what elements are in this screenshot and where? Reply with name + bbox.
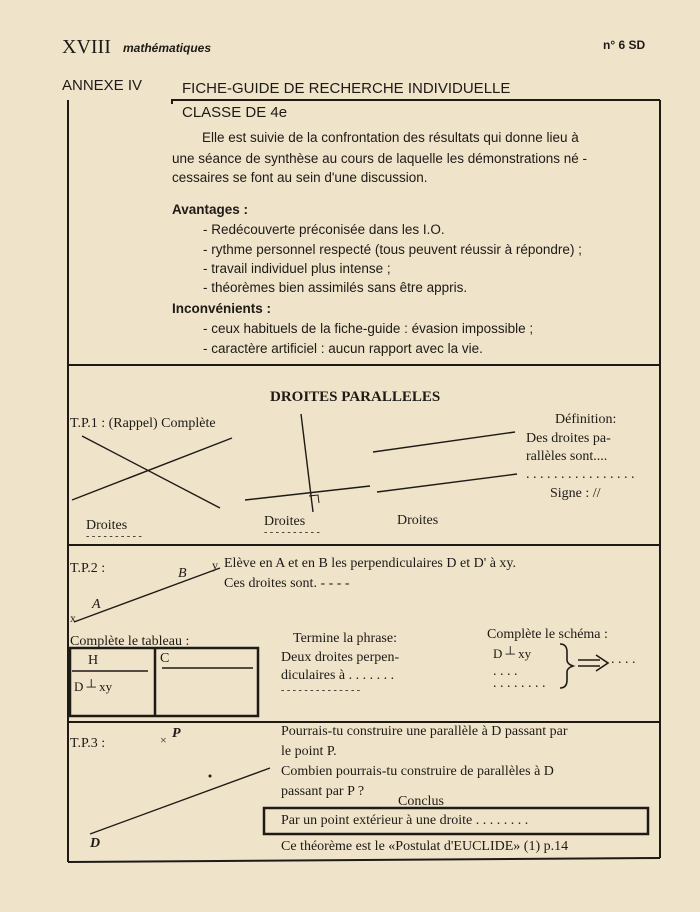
tp2-point-a: A (92, 597, 101, 612)
tp2-point-x: x (70, 611, 76, 625)
definition-label: Définition: (555, 412, 617, 427)
tp2-instruction-line-1: Elève en A et en B les perpendiculaires D et D' à xy. (224, 556, 517, 571)
tp1-caption-1: Droites (86, 518, 128, 533)
definition-blank: . . . . . . . . . . . . . . . . (526, 467, 635, 482)
annex-label: ANNEXE IV (62, 77, 143, 94)
tp1-perpendicular-lines (245, 414, 370, 512)
table-col-c: C (160, 651, 170, 666)
tp1-blank-1: - - - - - - - - - - (86, 531, 142, 542)
tp3-question-line-4: passant par P ? (281, 784, 365, 799)
conclude-label: Conclus (398, 794, 444, 809)
tp1-intersecting-lines (72, 436, 232, 508)
sentence-line-1: Deux droites perpen- (281, 650, 400, 665)
definition-line-2: rallèles sont.... (526, 449, 608, 464)
fiche-title-line1: FICHE-GUIDE DE RECHERCHE INDIVIDUELLE (182, 80, 511, 97)
page-number: XVIII (62, 36, 111, 58)
tp2-label: T.P.2 : (70, 561, 106, 576)
tp3-point-p: P (172, 726, 181, 741)
tp1-caption-2: Droites (264, 514, 306, 529)
conclusion-text: Par un point extérieur à une droite . . . . . . . . (281, 813, 529, 828)
disadvantage-item: - ceux habituels de la fiche-guide : évasion impossible ; (203, 321, 534, 336)
tp2-point-b: B (178, 566, 187, 581)
disadvantage-item: - caractère artificiel : aucun rapport avec la vie. (203, 341, 483, 356)
tp3-line-d (90, 768, 270, 834)
issue-number: n° 6 SD (603, 38, 646, 52)
scheme-result: . . . . (611, 652, 636, 667)
tp1-parallel-lines (373, 432, 517, 492)
scheme-arrow (560, 644, 608, 688)
tp1-caption-3: Droites (397, 513, 439, 528)
advantage-item: - théorèmes bien assimilés sans être appris. (203, 280, 468, 295)
fiche-title-line2: CLASSE DE 4e (182, 104, 288, 121)
tp2-point-y: y (212, 558, 218, 572)
tp1-blank-2: - - - - - - - - - - (264, 527, 320, 538)
intro-line-1: Elle est suivie de la confrontation des résultats qui donne lieu à (202, 130, 579, 145)
sentence-line-2: diculaires à . . . . . . . (281, 668, 395, 683)
scheme-dots: . . . . (493, 664, 518, 679)
tp2-instruction-line-2: Ces droites sont. - - - - (224, 576, 350, 591)
tp3-dot (209, 775, 212, 778)
sentence-prompt: Termine la phrase: (293, 631, 397, 646)
advantage-item: - travail individuel plus intense ; (203, 261, 391, 276)
scheme-blank: . . . . . . . . (493, 676, 546, 691)
disadvantages-heading: Inconvénients : (172, 301, 272, 316)
exercise-title: DROITES PARALLELES (270, 389, 441, 405)
tp3-label: T.P.3 : (70, 736, 106, 751)
tp3-question-line-2: le point P. (281, 744, 337, 759)
advantage-item: - Redécouverte préconisée dans les I.O. (203, 222, 445, 237)
final-theorem-line: Ce théorème est le «Postulat d'EUCLIDE» (1) p.14 (281, 839, 569, 854)
table-prompt: Complète le tableau : (70, 634, 190, 649)
table-col-h: H (88, 653, 99, 668)
journal-title: mathématiques (123, 41, 212, 55)
advantages-heading: Avantages : (172, 202, 249, 217)
sign-label: Signe : // (550, 486, 601, 501)
tp3-x-mark: × (160, 733, 167, 747)
sentence-line-3: - - - - - - - - - - - - - - (281, 685, 361, 696)
advantage-item: - rythme personnel respecté (tous peuvent réussir à répondre) ; (203, 242, 582, 257)
tp3-point-d: D (90, 836, 101, 851)
tp1-label: T.P.1 : (Rappel) Complète (70, 416, 216, 431)
table-cell-h: D ┴ xy (74, 679, 113, 694)
tp3-question-line-3: Combien pourrais-tu construire de parallèles à D (281, 764, 554, 779)
intro-line-3: cessaires se font au sein d'une discussion. (172, 170, 428, 185)
intro-line-2: une séance de synthèse au cours de laquelle les démonstrations né - (172, 151, 588, 166)
scheme-prompt: Complète le schéma : (487, 627, 608, 642)
definition-line-1: Des droites pa- (526, 431, 611, 446)
scheme-cell: D ┴ xy (493, 646, 532, 661)
tp3-question-line-1: Pourrais-tu construire une parallèle à D passant par (281, 724, 568, 739)
